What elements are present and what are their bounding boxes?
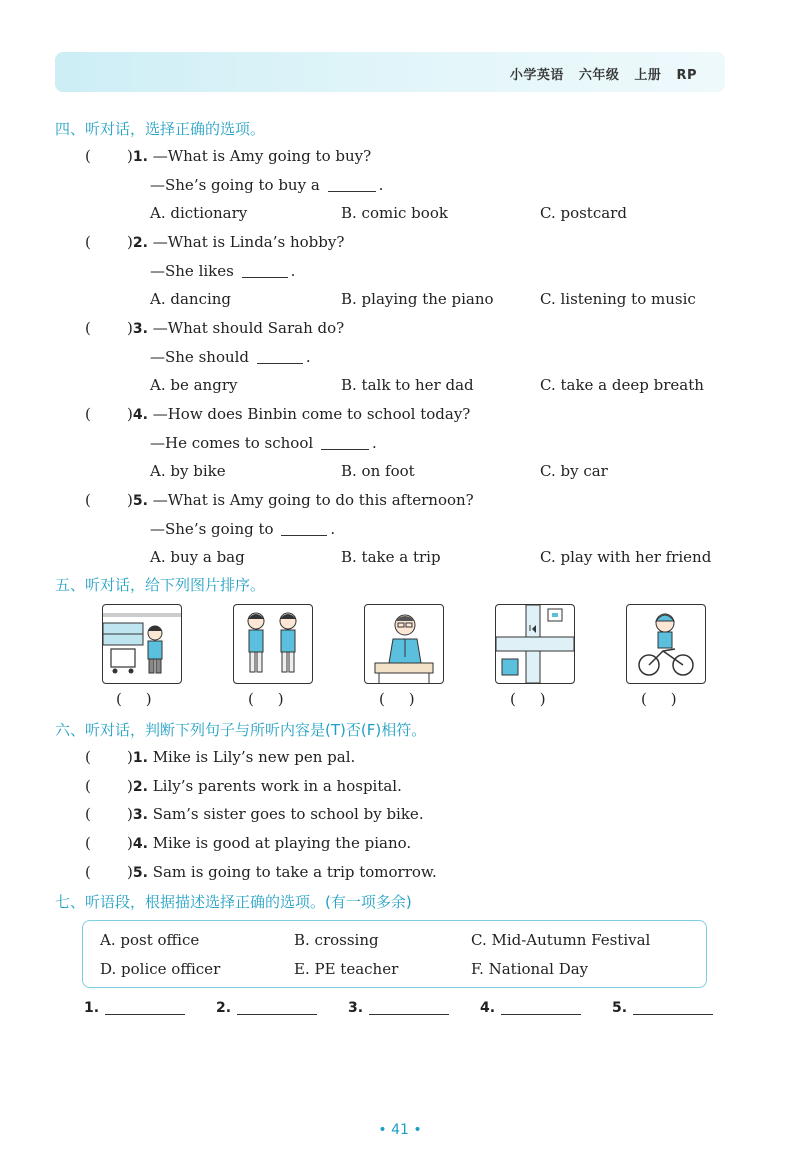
- question-1: )1. —What is Amy going to buy?: [127, 147, 372, 165]
- order-paren[interactable]: ( ): [248, 690, 284, 708]
- question-4: )4. —How does Binbin come to school today?: [127, 405, 471, 423]
- answer-paren[interactable]: (: [85, 147, 91, 165]
- answer-blank-1[interactable]: 1.: [84, 1000, 185, 1016]
- picture-walking: [233, 604, 313, 684]
- section5-title: 五、听对话，给下列图片排序。: [55, 576, 266, 594]
- blank[interactable]: [328, 191, 376, 192]
- answer-paren[interactable]: (: [85, 405, 91, 423]
- order-paren[interactable]: ( ): [510, 690, 546, 708]
- option: B. on foot: [341, 462, 415, 480]
- option: E. PE teacher: [294, 960, 399, 978]
- option: B. comic book: [341, 204, 448, 222]
- picture-shopping: [102, 604, 182, 684]
- section4-title: 四、听对话，选择正确的选项。: [55, 120, 266, 138]
- answer-line-3: —She should .: [150, 348, 311, 366]
- section7-title: 七、听语段，根据描述选择正确的选项。(有一项多余): [55, 893, 412, 911]
- option: A. post office: [100, 931, 200, 949]
- answer-paren[interactable]: (: [85, 491, 91, 509]
- header-subject: 小学英语: [509, 68, 564, 83]
- answer-paren[interactable]: (: [85, 863, 91, 881]
- option: B. take a trip: [341, 548, 441, 566]
- answer-paren[interactable]: (: [85, 834, 91, 852]
- answer-blank-3[interactable]: 3.: [348, 1000, 449, 1016]
- answer-blank-4[interactable]: 4.: [480, 1000, 581, 1016]
- question-3: )3. —What should Sarah do?: [127, 319, 345, 337]
- order-paren[interactable]: ( ): [116, 690, 152, 708]
- picture-teacher: [364, 604, 444, 684]
- answer-line-2: —She likes .: [150, 262, 296, 280]
- header-edition: RP: [676, 68, 697, 83]
- option: A. be angry: [150, 376, 238, 394]
- answer-paren[interactable]: (: [85, 233, 91, 251]
- blank[interactable]: [281, 535, 327, 536]
- answer-blank-5[interactable]: 5.: [612, 1000, 713, 1016]
- option: C. listening to music: [540, 290, 696, 308]
- answer-blank-2[interactable]: 2.: [216, 1000, 317, 1016]
- option: A. dancing: [150, 290, 232, 308]
- option: D. police officer: [100, 960, 221, 978]
- option: B. playing the piano: [341, 290, 494, 308]
- option: A. buy a bag: [150, 548, 245, 566]
- header-grade: 六年级: [578, 68, 620, 83]
- option: F. National Day: [471, 960, 589, 978]
- answer-paren[interactable]: (: [85, 777, 91, 795]
- tf-item-1: )1. Mike is Lily’s new pen pal.: [127, 748, 356, 766]
- tf-item-2: )2. Lily’s parents work in a hospital.: [127, 777, 402, 795]
- header-volume: 上册: [634, 68, 662, 83]
- page-number: • 41 •: [378, 1122, 422, 1138]
- blank[interactable]: [242, 277, 288, 278]
- blank[interactable]: [321, 449, 369, 450]
- option: A. by bike: [150, 462, 226, 480]
- question-5: )5. —What is Amy going to do this afternoon?: [127, 491, 474, 509]
- option: C. take a deep breath: [540, 376, 704, 394]
- option: C. play with her friend: [540, 548, 712, 566]
- option: C. postcard: [540, 204, 627, 222]
- section6-title: 六、听对话，判断下列句子与所听内容是(T)否(F)相符。: [55, 721, 427, 739]
- picture-bike: [626, 604, 706, 684]
- blank[interactable]: [257, 363, 303, 364]
- answer-paren[interactable]: (: [85, 748, 91, 766]
- option: C. by car: [540, 462, 608, 480]
- option: A. dictionary: [150, 204, 248, 222]
- tf-item-5: )5. Sam is going to take a trip tomorrow.: [127, 863, 437, 881]
- answer-line-1: —She’s going to buy a .: [150, 176, 384, 194]
- header-text: [500, 64, 697, 83]
- option: B. crossing: [294, 931, 379, 949]
- order-paren[interactable]: ( ): [379, 690, 415, 708]
- answer-line-5: —She’s going to .: [150, 520, 336, 538]
- order-paren[interactable]: ( ): [641, 690, 677, 708]
- answer-paren[interactable]: (: [85, 805, 91, 823]
- question-2: )2. —What is Linda’s hobby?: [127, 233, 345, 251]
- header-bar: [55, 52, 725, 92]
- answer-line-4: —He comes to school .: [150, 434, 377, 452]
- tf-item-3: )3. Sam’s sister goes to school by bike.: [127, 805, 424, 823]
- option: C. Mid-Autumn Festival: [471, 931, 651, 949]
- answer-paren[interactable]: (: [85, 319, 91, 337]
- tf-item-4: )4. Mike is good at playing the piano.: [127, 834, 412, 852]
- option: B. talk to her dad: [341, 376, 474, 394]
- picture-map: [495, 604, 575, 684]
